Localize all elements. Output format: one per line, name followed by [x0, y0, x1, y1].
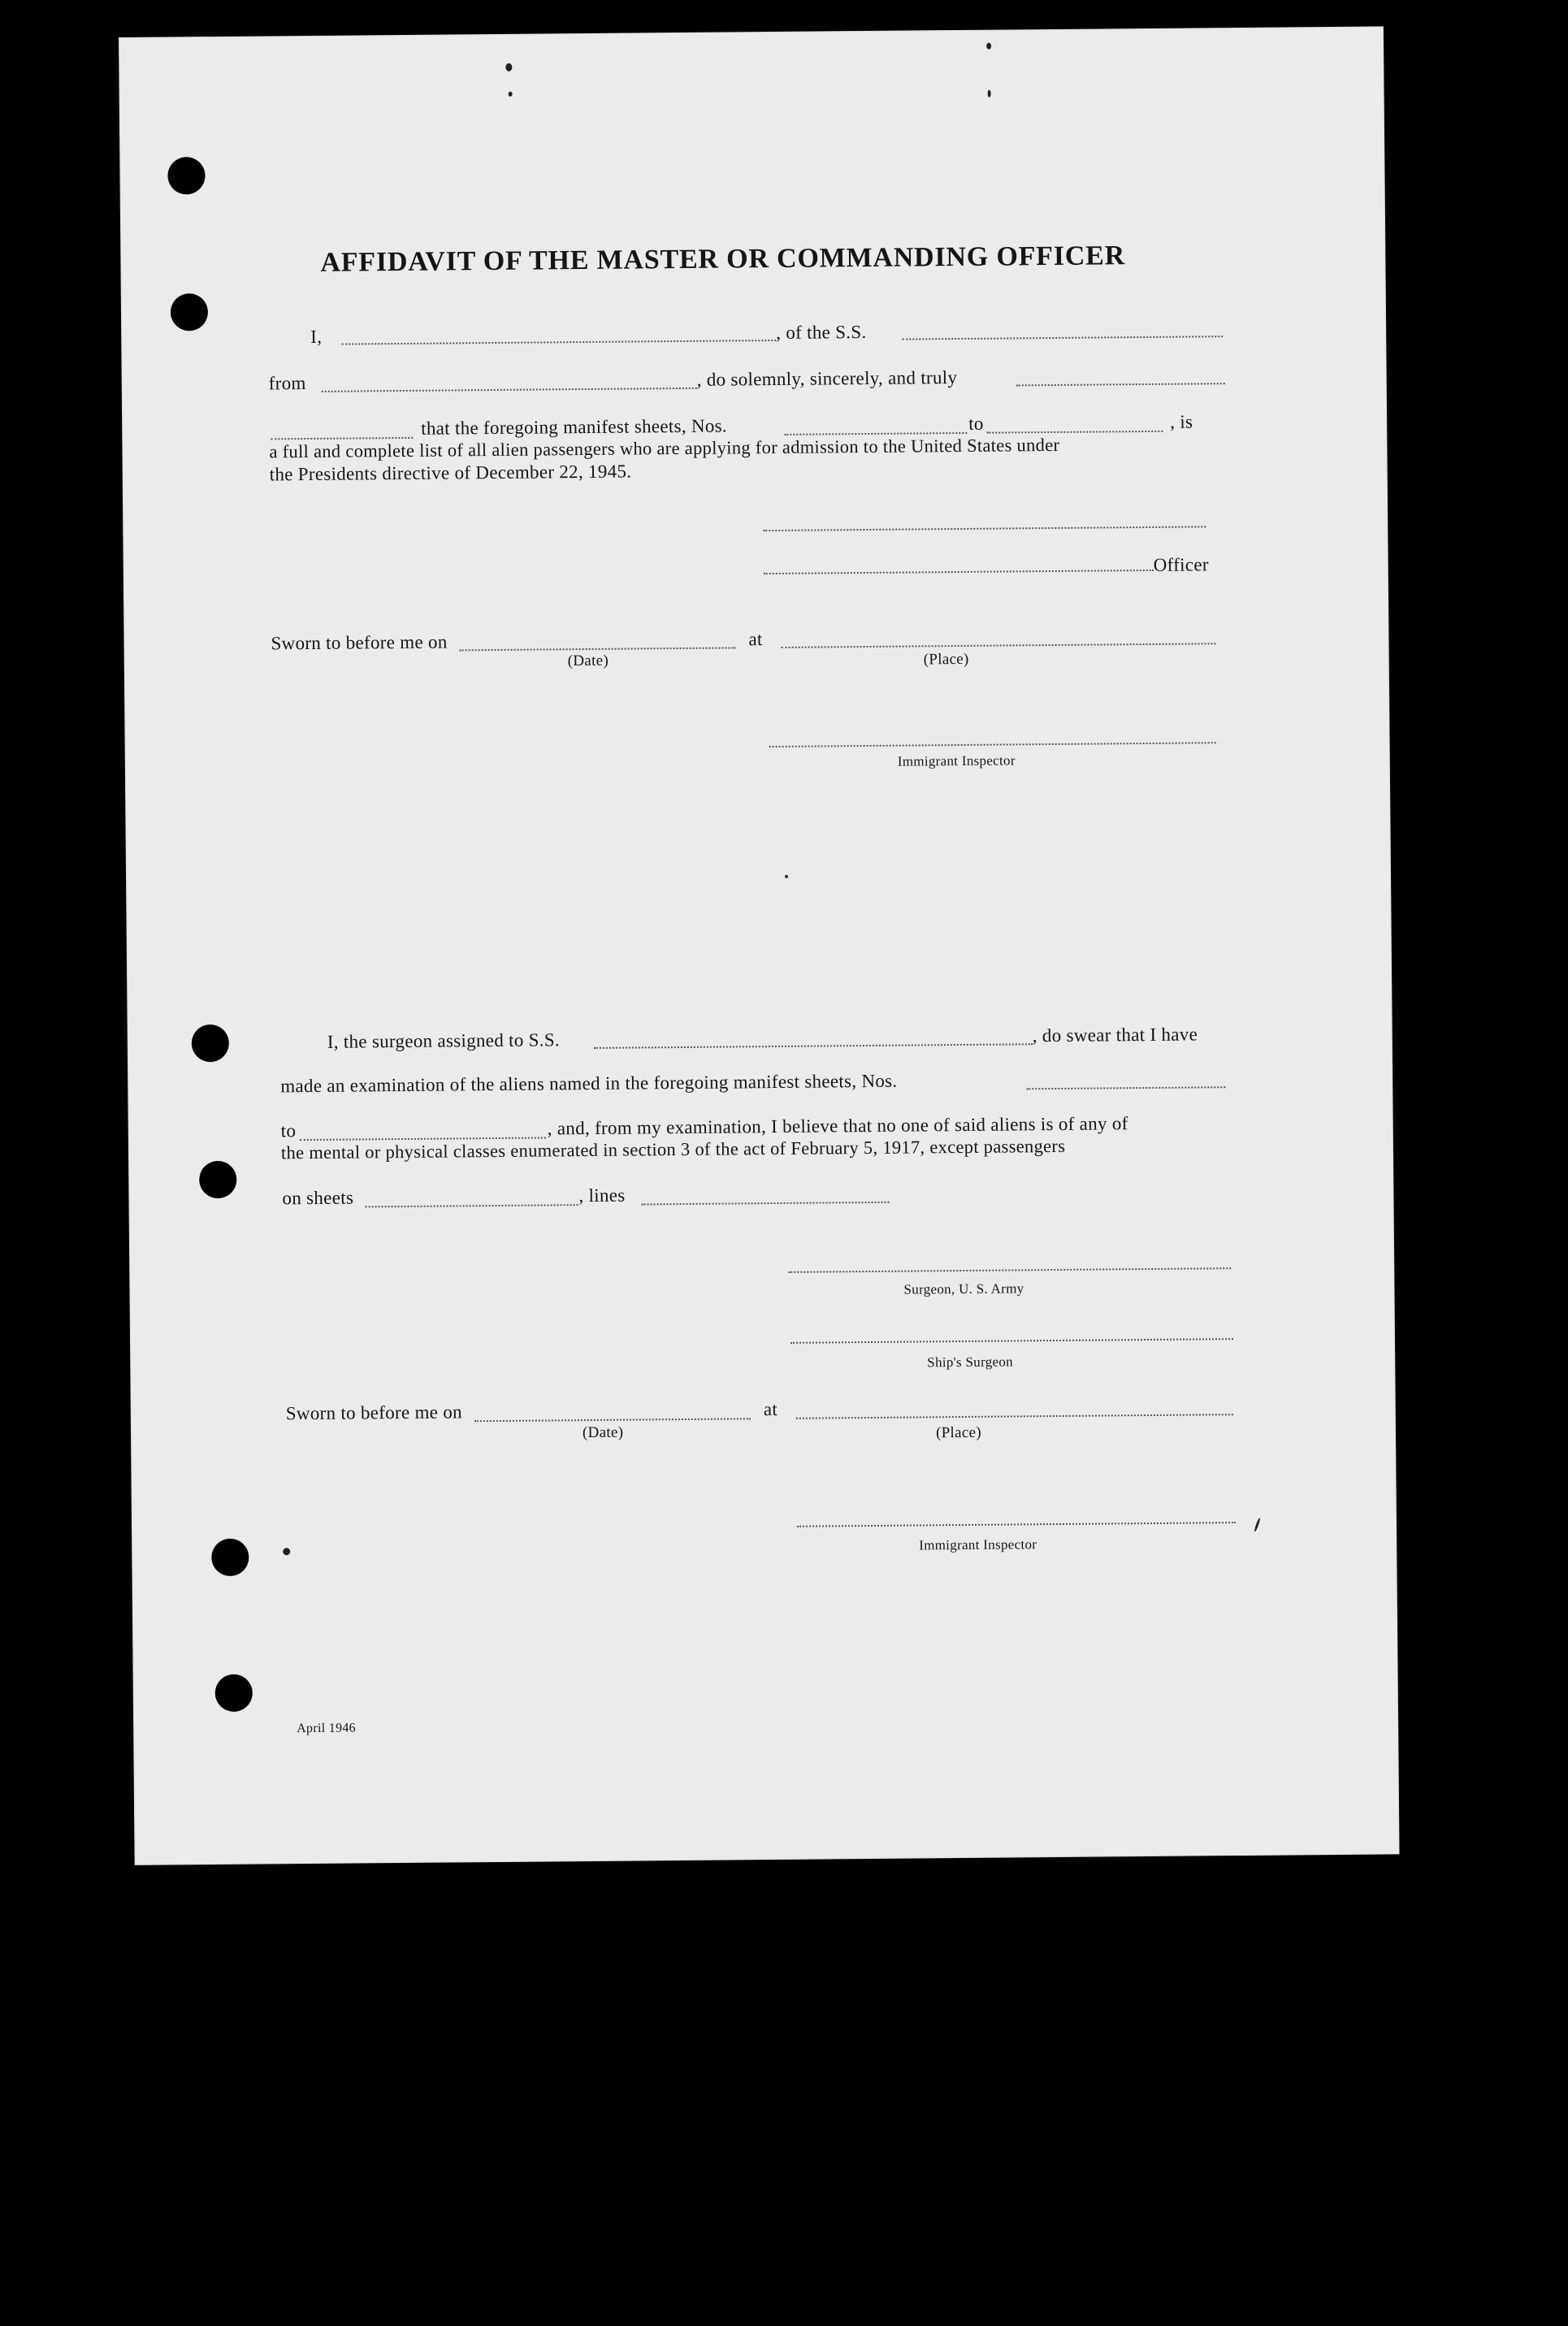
ink-speck: [986, 43, 991, 50]
master-to-label: to: [968, 413, 984, 434]
master-text-line-4: a full and complete list of all alien passengers who are applying for admission to the United States under: [269, 434, 1060, 462]
ink-speck: [509, 92, 513, 97]
surgeon-sheets-field[interactable]: [366, 1204, 578, 1207]
ink-speck: [988, 90, 991, 97]
punch-hole-5: [211, 1539, 249, 1576]
army-surgeon-label: Surgeon, U. S. Army: [903, 1280, 1024, 1297]
punch-hole-3: [192, 1024, 229, 1062]
surgeon-date-caption: (Date): [582, 1423, 624, 1442]
ink-speck: [785, 875, 788, 878]
master-inspector-label: Immigrant Inspector: [897, 752, 1016, 769]
officer-label: Officer: [1153, 554, 1209, 575]
affidavit-form-page: [119, 27, 1399, 1864]
master-declare-field[interactable]: [271, 437, 413, 440]
army-surgeon-signature-line[interactable]: [788, 1267, 1231, 1273]
surgeon-at-label: at: [763, 1398, 778, 1420]
master-nos-to-field[interactable]: [986, 431, 1163, 434]
surgeon-sworn-place-field[interactable]: [796, 1414, 1233, 1419]
master-place-caption: (Place): [923, 650, 969, 669]
master-signature-line[interactable]: [763, 526, 1206, 531]
punch-hole-4: [199, 1161, 236, 1198]
surgeon-line-4: the mental or physical classes enumerated in section 3 of the act of February 5, 1917, except passengers: [280, 1135, 1066, 1163]
master-sworn-label: Sworn to before me on: [271, 631, 448, 654]
surgeon-line-2: made an examination of the aliens named in the foregoing manifest sheets, Nos.: [280, 1070, 898, 1097]
surgeon-line-1a: I, the surgeon assigned to S.S.: [327, 1029, 561, 1052]
master-is-label: , is: [1170, 411, 1193, 432]
surgeon-sheets-label: on sheets: [282, 1187, 354, 1209]
surgeon-inspector-signature-line[interactable]: [797, 1522, 1236, 1527]
surgeon-lines-label: , lines: [578, 1185, 626, 1206]
master-sworn-date-field[interactable]: [460, 647, 736, 651]
officer-signature-line[interactable]: [764, 570, 1154, 574]
master-sworn-place-field[interactable]: [782, 643, 1216, 648]
master-date-caption: (Date): [567, 652, 609, 670]
master-truly-field[interactable]: [1016, 383, 1225, 386]
surgeon-ship-field[interactable]: [594, 1043, 1033, 1049]
surgeon-line-1b: , do swear that I have: [1032, 1024, 1198, 1046]
surgeon-to-label: to: [280, 1120, 297, 1141]
master-from-label: from: [268, 373, 306, 394]
surgeon-place-caption: (Place): [935, 1423, 982, 1442]
ink-speck: [1254, 1518, 1261, 1532]
surgeon-inspector-label: Immigrant Inspector: [919, 1536, 1037, 1553]
surgeon-nos-from-field[interactable]: [1026, 1086, 1225, 1089]
surgeon-line-3: , and, from my examination, I believe that no one of said aliens is of any of: [547, 1113, 1128, 1139]
master-i-label: I,: [310, 326, 323, 347]
master-at-label: at: [748, 629, 763, 650]
master-swear-label: , do solemnly, sincerely, and truly: [696, 367, 958, 390]
surgeon-sworn-label: Sworn to before me on: [285, 1401, 462, 1424]
master-name-field[interactable]: [341, 340, 776, 345]
form-revision-date: April 1946: [297, 1721, 357, 1736]
ink-speck: [283, 1548, 290, 1555]
punch-hole-2: [171, 293, 208, 331]
ship-surgeon-label: Ship's Surgeon: [927, 1354, 1014, 1371]
surgeon-sworn-date-field[interactable]: [474, 1418, 751, 1422]
master-text-line-5: the Presidents directive of December 22, 1945.: [269, 461, 632, 485]
master-manifest-label: that the foregoing manifest sheets, Nos.: [421, 415, 728, 439]
master-inspector-signature-line[interactable]: [769, 742, 1216, 747]
punch-hole-6: [215, 1674, 253, 1712]
ink-speck: [505, 63, 512, 71]
form-title: AFFIDAVIT OF THE MASTER OR COMMANDING OFFICER: [320, 240, 1126, 278]
master-from-field[interactable]: [322, 388, 697, 392]
punch-hole-1: [167, 157, 205, 194]
master-ship-field[interactable]: [902, 336, 1223, 340]
ship-surgeon-signature-line[interactable]: [790, 1338, 1233, 1344]
surgeon-lines-field[interactable]: [642, 1202, 890, 1206]
master-ss-label: , of the S.S.: [776, 321, 867, 343]
